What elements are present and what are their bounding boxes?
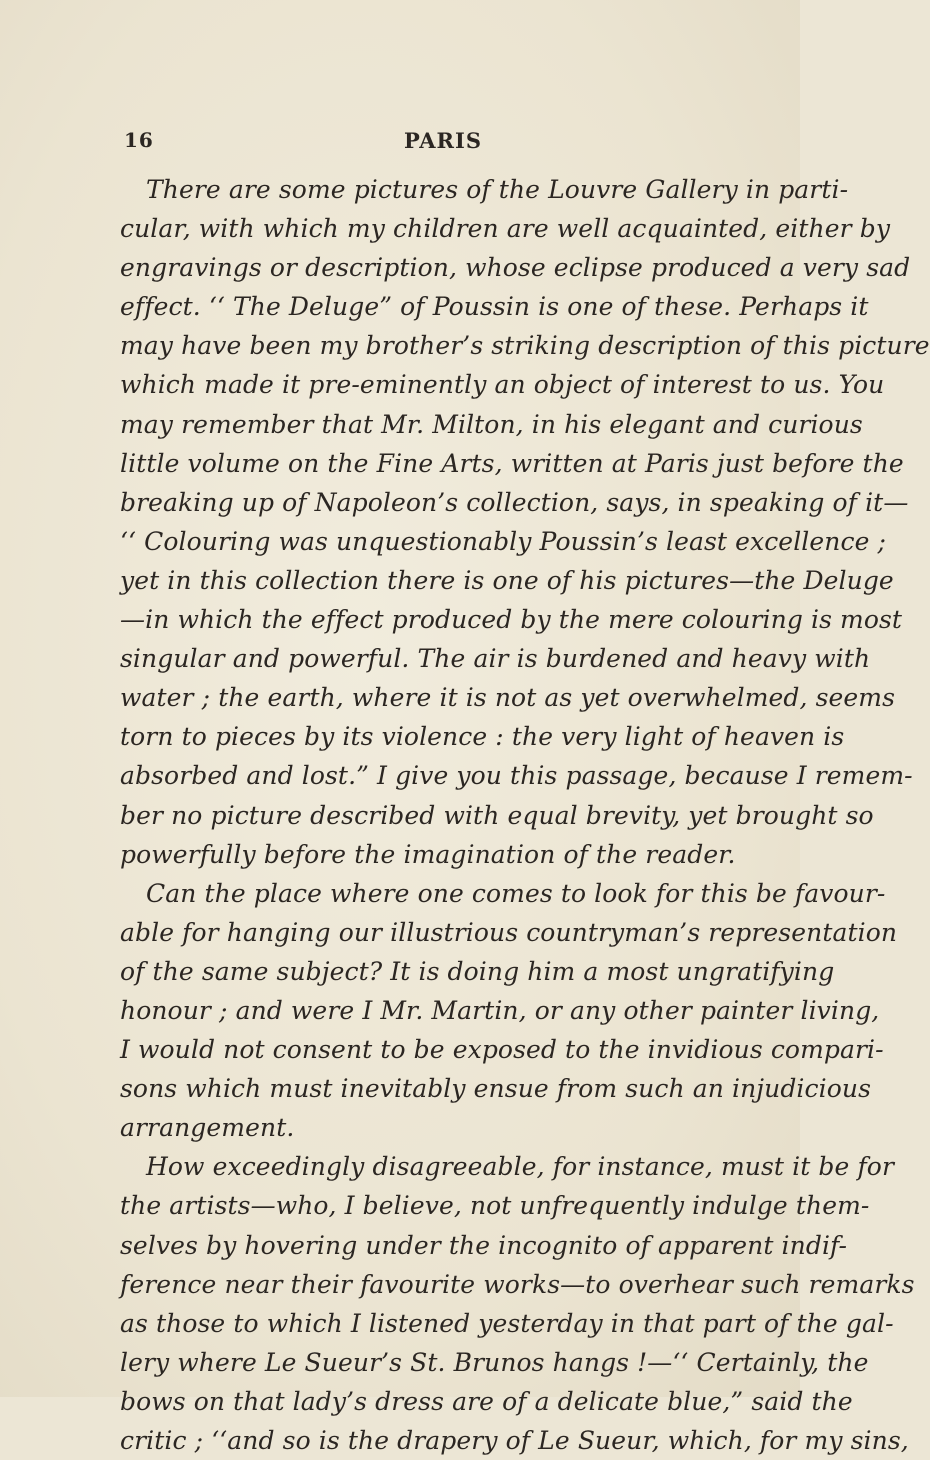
page-number: 16 [124, 128, 154, 152]
text-line: may have been my brother’s striking description of this picture [120, 331, 930, 361]
text-line: ference near their favourite works—to overhear such remarks [120, 1269, 915, 1299]
text-line: honour ; and were I Mr. Martin, or any other painter living, [120, 995, 880, 1025]
text-line: yet in this collection there is one of his pictures—the Deluge [120, 565, 894, 595]
text-line: —in which the effect produced by the mere colouring is most [120, 605, 903, 635]
text-line: as those to which I listened yesterday in that part of the gal- [120, 1308, 894, 1338]
text-line: absorbed and lost.” I give you this passage, because I remem- [120, 761, 913, 791]
text-line: torn to pieces by its violence : the very light of heaven is [120, 722, 845, 752]
running-head: PARIS [404, 128, 482, 153]
text-line: the artists—who, I believe, not unfrequently indulge them- [120, 1191, 870, 1221]
text-line: ‘‘ Colouring was unquestionably Poussin’s least excellence ; [120, 526, 887, 556]
text-line: bows on that lady’s dress are of a delicate blue,” said the [120, 1386, 853, 1416]
text-line: arrangement. [120, 1113, 295, 1143]
text-line: There are some pictures of the Louvre Gallery in parti- [146, 175, 849, 204]
text-line: cular, with which my children are well acquainted, either by [120, 214, 891, 244]
text-line: able for hanging our illustrious countryman’s representation [120, 917, 898, 947]
text-line: breaking up of Napoleon’s collection, says, in speaking of it— [120, 487, 909, 517]
text-line: singular and powerful. The air is burdened and heavy with [120, 644, 871, 674]
text-line: which made it pre-eminently an object of interest to us. You [120, 370, 885, 400]
text-line: engravings or description, whose eclipse produced a very sad [120, 253, 911, 283]
text-line: ber no picture described with equal brevity, yet brought so [120, 800, 874, 830]
text-line: critic ; ‘‘and so is the drapery of Le Sueur, which, for my sins, [120, 1426, 909, 1455]
text-line: How exceedingly disagreeable, for instance, must it be for [146, 1152, 895, 1182]
page-header [124, 128, 760, 160]
text-line: may remember that Mr. Milton, in his elegant and curious [120, 409, 863, 439]
text-line: selves by hovering under the incognito of apparent indif- [120, 1230, 848, 1260]
text-line: of the same subject? It is doing him a most ungratifying [120, 956, 835, 986]
text-line: Can the place where one comes to look for this be favour- [146, 878, 886, 908]
text-line: water ; the earth, where it is not as yet overwhelmed, seems [120, 683, 896, 713]
text-line: little volume on the Fine Arts, written at Paris just before the [120, 448, 904, 478]
text-line: sons which must inevitably ensue from such an injudicious [120, 1074, 871, 1104]
text-line: powerfully before the imagination of the reader. [120, 839, 736, 869]
text-line: effect. ‘‘ The Deluge” of Poussin is one of these. Perhaps it [120, 292, 869, 322]
text-line: lery where Le Sueur’s St. Brunos hangs !—‘‘ Certainly, the [120, 1347, 869, 1377]
body-text [120, 170, 930, 1460]
text-line: I would not consent to be exposed to the invidious compari- [120, 1035, 884, 1065]
